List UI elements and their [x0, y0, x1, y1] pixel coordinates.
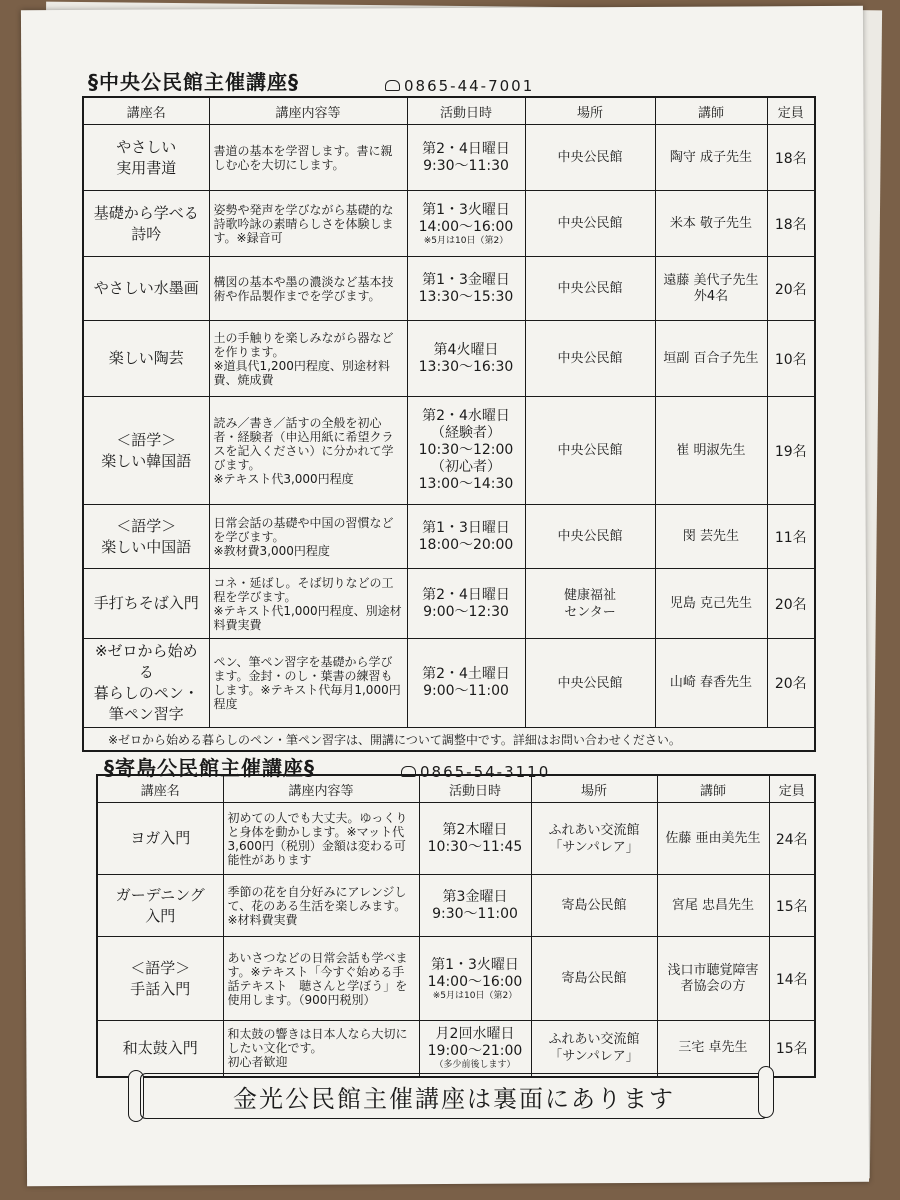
teacher-cell: 三宅 卓先生 [657, 1021, 769, 1077]
table-row [97, 875, 815, 937]
capacity-cell: 20名 [767, 569, 815, 639]
teacher-cell: 垣副 百合子先生 [655, 321, 767, 397]
schedule-note: ※5月は10日（第2） [423, 235, 509, 246]
teacher-cell: 米本 敬子先生 [655, 191, 767, 257]
course-name-cell: ※ゼロから始める 暮らしのペン・ 筆ペン習字 [83, 639, 209, 728]
schedule-time: 第2・4水曜日 （経験者） 10:30～12:00 （初心者） 13:00～14:30 [418, 408, 514, 492]
schedule-time: 第1・3金曜日 13:30～15:30 [418, 271, 514, 305]
place-cell: 寄島公民館 [531, 937, 657, 1021]
schedule-time: 第2・4土曜日 9:00～11:00 [422, 666, 510, 699]
section2-table [96, 774, 816, 1078]
course-name-cell: 楽しい陶芸 [83, 321, 209, 397]
place-cell: 中央公民館 [525, 191, 655, 257]
schedule-time: 月2回水曜日 19:00～21:00 [427, 1026, 523, 1060]
header-content: 講座内容等 [223, 775, 419, 803]
header-teacher: 講師 [655, 97, 767, 125]
table-row [83, 569, 815, 639]
course-name-cell: ヨガ入門 [97, 803, 223, 875]
course-content-cell: 土の手触りを楽しみながら器などを作ります。 ※道具代1,200円程度、別途材料費、焼成費 [209, 321, 407, 397]
teacher-cell: 閔 芸先生 [655, 505, 767, 569]
scroll-end-right [758, 1066, 774, 1118]
table-header-row [83, 97, 815, 125]
section2-phone-number: 0865-54-3110 [420, 763, 551, 781]
header-capacity: 定員 [767, 97, 815, 125]
schedule-time: 第2・4日曜日 9:30～11:30 [422, 140, 510, 174]
schedule-cell [419, 937, 531, 1021]
table-row [83, 639, 815, 728]
schedule-cell [407, 321, 525, 397]
capacity-cell: 20名 [767, 257, 815, 321]
section1-phone [385, 77, 534, 95]
header-schedule: 活動日時 [407, 97, 525, 125]
place-cell: 中央公民館 [525, 125, 655, 191]
place-cell: ふれあい交流館 「サンパレア」 [531, 803, 657, 875]
banner-text: 金光公民館主催講座は裏面にあります [233, 1084, 675, 1113]
section1-notice: ※ゼロから始める暮らしのペン・筆ペン習字は、開講について調整中です。詳細はお問い合わせください。 [83, 728, 815, 752]
table-row [97, 1021, 815, 1077]
table-row [83, 505, 815, 569]
place-cell: 健康福祉 センター [525, 569, 655, 639]
place-cell: 中央公民館 [525, 257, 655, 321]
schedule-cell [407, 397, 525, 505]
schedule-cell [407, 569, 525, 639]
course-content-cell: 構図の基本や墨の濃淡など基本技術や作品製作までを学びます。 [209, 257, 407, 321]
schedule-time: 第2木曜日 10:30～11:45 [427, 821, 523, 855]
course-name-cell: 手打ちそば入門 [83, 569, 209, 639]
header-place: 場所 [531, 775, 657, 803]
teacher-cell: 遠藤 美代子先生 外4名 [655, 257, 767, 321]
course-content-cell: 書道の基本を学習します。書に親しむ心を大切にします。 [209, 125, 407, 191]
header-place: 場所 [525, 97, 655, 125]
table-row [83, 125, 815, 191]
course-content-cell: あいさつなどの日常会話も学べます。※テキスト「今すぐ始める手話テキスト 聴さんと学ぼう」を使用します。（900円税別） [223, 937, 419, 1021]
place-cell: 中央公民館 [525, 321, 655, 397]
capacity-cell: 15名 [769, 1021, 815, 1077]
capacity-cell: 20名 [767, 639, 815, 728]
course-content-cell: コネ・延ばし。そば切りなどの工程を学びます。 ※テキスト代1,000円程度、別途材料費実費 [209, 569, 407, 639]
capacity-cell: 24名 [769, 803, 815, 875]
place-cell: 中央公民館 [525, 639, 655, 728]
course-name-cell: ガーデニング 入門 [97, 875, 223, 937]
table-row [83, 191, 815, 257]
table-row [97, 803, 815, 875]
schedule-time: 第4火曜日 13:30～16:30 [418, 341, 514, 375]
course-name-cell: 基礎から学べる 詩吟 [83, 191, 209, 257]
schedule-time: 第1・3火曜日 14:00～16:00 [427, 956, 523, 990]
course-content-cell: 和太鼓の響きは日本人なら大切にしたい文化です。 初心者歓迎 [223, 1021, 419, 1077]
course-name-cell: やさしい 実用書道 [83, 125, 209, 191]
place-cell: 寄島公民館 [531, 875, 657, 937]
capacity-cell: 10名 [767, 321, 815, 397]
teacher-cell: 山崎 春香先生 [655, 639, 767, 728]
course-content-cell: 読み／書き／話すの全般を初心者・経験者（申込用紙に希望クラスを記入ください）に分かれて学びます。 ※テキスト代3,000円程度 [209, 397, 407, 505]
section2-title: §寄島公民館主催講座§ [104, 756, 315, 780]
section1-phone-number: 0865-44-7001 [404, 77, 535, 95]
capacity-cell: 18名 [767, 125, 815, 191]
capacity-cell: 11名 [767, 505, 815, 569]
schedule-note: ※5月は10日（第2） [432, 990, 518, 1001]
schedule-time: 第2・4日曜日 9:00～12:30 [422, 586, 510, 620]
course-content-cell: 初めての人でも大丈夫。ゆっくりと身体を動かします。※マット代3,600円（税別）金額は変わる可能性があります [223, 803, 419, 875]
section1-header [88, 66, 628, 95]
schedule-cell [419, 803, 531, 875]
header-teacher: 講師 [657, 775, 769, 803]
header-capacity: 定員 [769, 775, 815, 803]
table-header-row [97, 775, 815, 803]
table-row [83, 397, 815, 505]
teacher-cell: 浅口市聴覚障害 者協会の方 [657, 937, 769, 1021]
schedule-cell [419, 875, 531, 937]
header-course-name: 講座名 [83, 97, 209, 125]
back-page-banner [140, 1073, 768, 1119]
schedule-cell [407, 125, 525, 191]
course-content-cell: ペン、筆ペン習字を基礎から学びます。金封・のし・葉書の練習もします。※テキスト代毎月1,000円程度 [209, 639, 407, 728]
telephone-icon [385, 80, 400, 91]
teacher-cell: 崔 明淑先生 [655, 397, 767, 505]
table-row [83, 321, 815, 397]
capacity-cell: 18名 [767, 191, 815, 257]
course-name-cell: ＜語学＞ 楽しい韓国語 [83, 397, 209, 505]
course-name-cell: やさしい水墨画 [83, 257, 209, 321]
header-content: 講座内容等 [209, 97, 407, 125]
place-cell: 中央公民館 [525, 397, 655, 505]
schedule-cell [407, 191, 525, 257]
course-name-cell: ＜語学＞ 手話入門 [97, 937, 223, 1021]
schedule-cell [407, 505, 525, 569]
teacher-cell: 宮尾 忠昌先生 [657, 875, 769, 937]
teacher-cell: 佐藤 亜由美先生 [657, 803, 769, 875]
place-cell: 中央公民館 [525, 505, 655, 569]
capacity-cell: 14名 [769, 937, 815, 1021]
course-content-cell: 季節の花を自分好みにアレンジして、花のある生活を楽しみます。※材料費実費 [223, 875, 419, 937]
course-name-cell: 和太鼓入門 [97, 1021, 223, 1077]
course-content-cell: 姿勢や発声を学びながら基礎的な詩歌吟詠の素晴らしさを体験します。※録音可 [209, 191, 407, 257]
schedule-cell [419, 1021, 531, 1077]
capacity-cell: 15名 [769, 875, 815, 937]
place-cell: ふれあい交流館 「サンパレア」 [531, 1021, 657, 1077]
schedule-note: （多少前後します） [434, 1060, 516, 1071]
schedule-cell [407, 257, 525, 321]
header-schedule: 活動日時 [419, 775, 531, 803]
teacher-cell: 陶守 成子先生 [655, 125, 767, 191]
schedule-cell [407, 639, 525, 728]
teacher-cell: 児島 克己先生 [655, 569, 767, 639]
section1-title: §中央公民館主催講座§ [88, 70, 299, 94]
header-course-name: 講座名 [97, 775, 223, 803]
table-row [97, 937, 815, 1021]
notice-row [83, 728, 815, 752]
schedule-time: 第3金曜日 9:30～11:00 [432, 888, 518, 922]
schedule-time: 第1・3日曜日 18:00～20:00 [418, 519, 514, 553]
schedule-time: 第1・3火曜日 14:00～16:00 [418, 201, 514, 235]
section1-table [82, 96, 816, 752]
table-row [83, 257, 815, 321]
capacity-cell: 19名 [767, 397, 815, 505]
course-content-cell: 日常会話の基礎や中国の習慣などを学びます。 ※教材費3,000円程度 [209, 505, 407, 569]
course-name-cell: ＜語学＞ 楽しい中国語 [83, 505, 209, 569]
